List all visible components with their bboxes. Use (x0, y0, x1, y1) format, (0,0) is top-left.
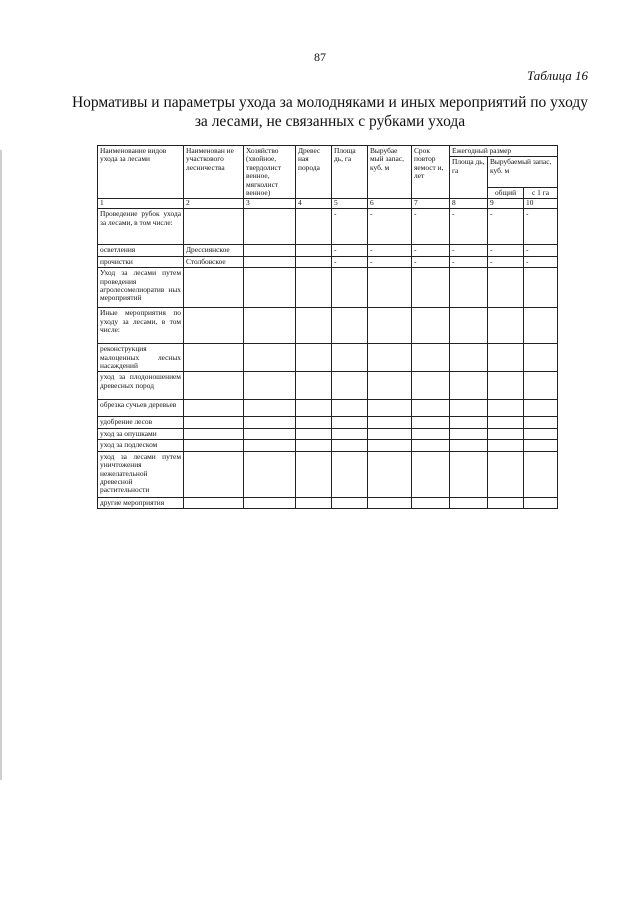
value-cell: - (450, 209, 488, 245)
value-cell: - (524, 209, 558, 245)
value-cell (332, 451, 368, 497)
value-cell (244, 308, 296, 344)
header-annual-area: Площа дь, га (450, 157, 488, 199)
forestry-cell (184, 497, 244, 508)
value-cell (296, 256, 332, 267)
value-cell (524, 372, 558, 400)
col-number: 6 (368, 199, 412, 209)
value-cell (296, 497, 332, 508)
row-name-cell: прочистки (98, 256, 184, 267)
value-cell (332, 372, 368, 400)
row-name-cell: реконструкция малоценных лесных насаждений (98, 344, 184, 372)
value-cell (412, 440, 450, 451)
value-cell (368, 417, 412, 428)
forestry-cell (184, 268, 244, 308)
table-row (98, 268, 558, 308)
value-cell (450, 308, 488, 344)
forestry-cell: Дрессиянское (184, 245, 244, 256)
value-cell (332, 344, 368, 372)
value-cell (296, 372, 332, 400)
value-cell (450, 497, 488, 508)
value-cell (296, 209, 332, 245)
table-row (98, 308, 558, 344)
value-cell (244, 428, 296, 439)
value-cell (244, 451, 296, 497)
value-cell (368, 400, 412, 417)
table-row (98, 400, 558, 417)
value-cell (450, 417, 488, 428)
value-cell (244, 440, 296, 451)
value-cell: - (368, 245, 412, 256)
value-cell (412, 417, 450, 428)
value-cell: - (488, 256, 524, 267)
value-cell (524, 440, 558, 451)
value-cell (368, 440, 412, 451)
value-cell (488, 268, 524, 308)
row-name-cell: удобрение лесов (98, 417, 184, 428)
value-cell (488, 308, 524, 344)
table-row (98, 372, 558, 400)
row-name-cell: уход за плодоношением древесных пород (98, 372, 184, 400)
page-number: 87 (314, 50, 326, 64)
value-cell (368, 428, 412, 439)
value-cell (244, 344, 296, 372)
row-name-cell: уход за лесами путем уничтожения нежелательной древесной растительности (98, 451, 184, 497)
value-cell: - (368, 256, 412, 267)
value-cell (450, 400, 488, 417)
row-name-cell: обрезка сучьев деревьев (98, 400, 184, 417)
value-cell (524, 268, 558, 308)
forestry-cell (184, 344, 244, 372)
header-per-ha: с 1 га (524, 188, 558, 199)
value-cell (412, 451, 450, 497)
value-cell (450, 268, 488, 308)
table-body (98, 209, 558, 509)
value-cell: - (332, 245, 368, 256)
col-number: 8 (450, 199, 488, 209)
value-cell: - (412, 245, 450, 256)
value-cell (368, 372, 412, 400)
value-cell (524, 308, 558, 344)
value-cell (450, 451, 488, 497)
value-cell (524, 451, 558, 497)
table-row (98, 209, 558, 245)
forestry-cell (184, 372, 244, 400)
value-cell: - (332, 256, 368, 267)
col-number: 5 (332, 199, 368, 209)
table-label: Таблица 16 (526, 68, 588, 83)
value-cell (244, 417, 296, 428)
value-cell (332, 428, 368, 439)
header-tree-species: Древес ная порода (296, 146, 332, 199)
value-cell (450, 344, 488, 372)
header-forestry-name: Наименован ие участкового лесничества (184, 146, 244, 199)
value-cell (368, 497, 412, 508)
value-cell: - (332, 209, 368, 245)
table-row (98, 256, 558, 267)
value-cell (524, 497, 558, 508)
forestry-cell (184, 209, 244, 245)
norms-table (97, 145, 558, 509)
col-number: 9 (488, 199, 524, 209)
value-cell (368, 268, 412, 308)
col-number: 4 (296, 199, 332, 209)
value-cell (244, 497, 296, 508)
value-cell (296, 428, 332, 439)
table-row (98, 440, 558, 451)
row-name-cell: Уход за лесами путем проведения агролесомелиоратив ных мероприятий (98, 268, 184, 308)
forestry-cell (184, 400, 244, 417)
table-row (98, 451, 558, 497)
header-annual-size: Ежегодный размер (450, 146, 558, 157)
value-cell (488, 344, 524, 372)
table-header (98, 146, 558, 209)
value-cell (412, 268, 450, 308)
col-number: 7 (412, 199, 450, 209)
value-cell (368, 308, 412, 344)
column-numbers-row (98, 199, 558, 209)
row-name-cell: Проведение рубок ухода за лесами, в том числе: (98, 209, 184, 245)
value-cell (488, 497, 524, 508)
row-name-cell: уход за опушками (98, 428, 184, 439)
value-cell (244, 245, 296, 256)
value-cell (296, 417, 332, 428)
value-cell (412, 344, 450, 372)
forestry-cell: Столбовское (184, 256, 244, 267)
forestry-cell (184, 308, 244, 344)
value-cell (332, 440, 368, 451)
value-cell (296, 440, 332, 451)
col-number: 2 (184, 199, 244, 209)
value-cell (412, 308, 450, 344)
value-cell (450, 428, 488, 439)
value-cell: - (412, 209, 450, 245)
value-cell (488, 428, 524, 439)
value-cell (524, 400, 558, 417)
header-type-of-care: Наименование видов ухода за лесами (98, 146, 184, 199)
value-cell (332, 308, 368, 344)
col-number: 3 (244, 199, 296, 209)
value-cell (412, 400, 450, 417)
table-row (98, 428, 558, 439)
value-cell (332, 268, 368, 308)
value-cell (244, 256, 296, 267)
header-total: общий (488, 188, 524, 199)
value-cell (296, 268, 332, 308)
value-cell (244, 372, 296, 400)
value-cell (524, 428, 558, 439)
value-cell (332, 400, 368, 417)
document-title: Нормативы и параметры ухода за молодняками и иных мероприятий по уходу за лесами, не связанных с рубками ухода (71, 94, 589, 130)
value-cell (368, 344, 412, 372)
forestry-cell (184, 451, 244, 497)
value-cell: - (412, 256, 450, 267)
value-cell (412, 428, 450, 439)
value-cell (244, 268, 296, 308)
scan-edge-line (0, 150, 2, 780)
value-cell (244, 209, 296, 245)
row-name-cell: другие мероприятия (98, 497, 184, 508)
value-cell (488, 417, 524, 428)
value-cell (488, 372, 524, 400)
value-cell: - (368, 209, 412, 245)
table-row (98, 245, 558, 256)
value-cell (524, 417, 558, 428)
value-cell (488, 400, 524, 417)
value-cell (296, 451, 332, 497)
table-row (98, 344, 558, 372)
header-annual-volume: Вырубаемый запас, куб. м (488, 157, 558, 188)
forestry-cell (184, 417, 244, 428)
header-area: Площа дь, га (332, 146, 368, 199)
value-cell (296, 344, 332, 372)
value-cell: - (488, 245, 524, 256)
row-name-cell: Иные мероприятия по уходу за лесами, в том числе: (98, 308, 184, 344)
forestry-cell (184, 440, 244, 451)
value-cell (450, 372, 488, 400)
value-cell (332, 497, 368, 508)
table-row (98, 417, 558, 428)
value-cell (488, 451, 524, 497)
table-row (98, 497, 558, 508)
value-cell (524, 344, 558, 372)
value-cell (296, 245, 332, 256)
value-cell (296, 308, 332, 344)
value-cell: - (450, 256, 488, 267)
row-name-cell: осветления (98, 245, 184, 256)
row-name-cell: уход за подлеском (98, 440, 184, 451)
value-cell (488, 440, 524, 451)
value-cell (296, 400, 332, 417)
col-number: 10 (524, 199, 558, 209)
value-cell (244, 400, 296, 417)
header-repeat-period: Срок повтор яемост и, лет (412, 146, 450, 199)
value-cell (332, 417, 368, 428)
value-cell (450, 440, 488, 451)
value-cell (412, 372, 450, 400)
value-cell: - (524, 245, 558, 256)
header-economy: Хозяйство (хвойное, твердолист венное, мягколист венное) (244, 146, 296, 199)
value-cell: - (450, 245, 488, 256)
forestry-cell (184, 428, 244, 439)
value-cell: - (524, 256, 558, 267)
value-cell: - (488, 209, 524, 245)
col-number: 1 (98, 199, 184, 209)
value-cell (368, 451, 412, 497)
header-felled-stock: Вырубае мый запас, куб. м (368, 146, 412, 199)
value-cell (412, 497, 450, 508)
